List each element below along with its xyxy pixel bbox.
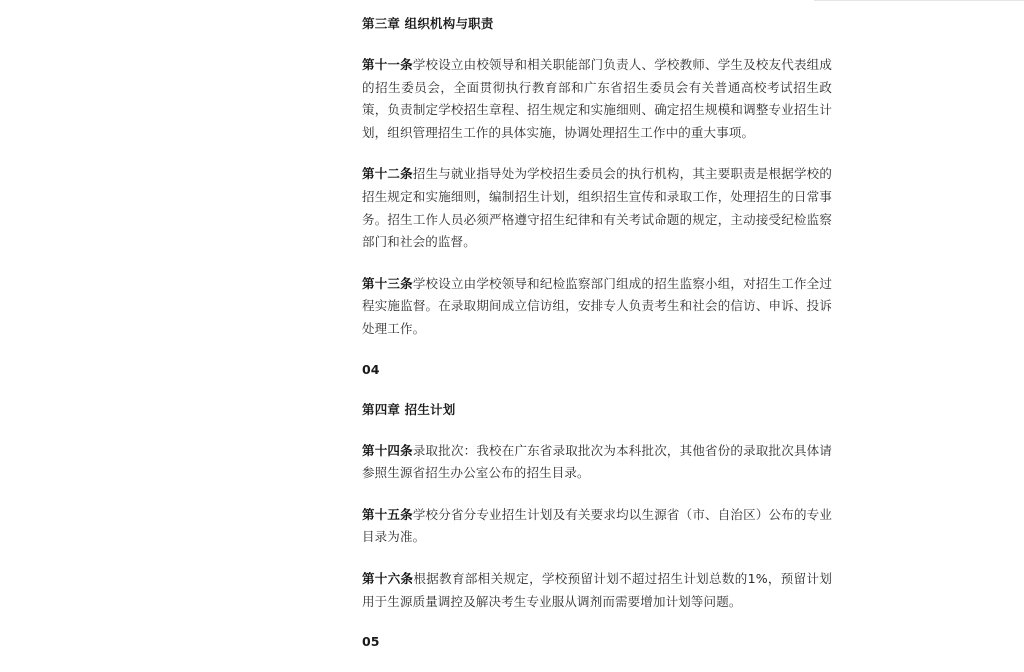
section-number-05: 05 — [362, 634, 380, 650]
article-15-text: 学校分省分专业招生计划及有关要求均以生源省（市、自治区）公布的专业目录为准。 — [362, 506, 833, 545]
article-16-text: 根据教育部相关规定，学校预留计划不超过招生计划总数的1%，预留计划用于生源质量调控及解决考生专业服从调剂而需要增加计划等问题。 — [362, 570, 832, 609]
article-12-label: 第十二条 — [362, 166, 413, 182]
article-13 — [362, 273, 832, 341]
article-12-text: 招生与就业指导处为学校招生委员会的执行机构，其主要职责是根据学校的招生规定和实施细则，编制招生计划，组织招生宣传和录取工作，处理招生的日常事务。招生工作人员必须严格遵守招生纪律和有关考试命题的规定，主动接受纪检监察部门和社会的监督。 — [362, 166, 833, 250]
article-11-text: 学校设立由校领导和相关职能部门负责人、学校教师、学生及校友代表组成的招生委员会，全面贯彻执行教育部和广东省招生委员会有关普通高校考试招生政策，负责制定学校招生章程、招生规定和实施细则、确定招生规模和调整专业招生计划，组织管理招生工作的具体实施，协调处理招生工作中的重大事项。 — [362, 57, 833, 140]
article-14-label: 第十四条 — [362, 442, 413, 458]
article-11 — [362, 54, 832, 144]
chapter-4-heading: 第四章 招生计划 — [362, 401, 456, 417]
article-13-text: 学校设立由学校领导和纪检监察部门组成的招生监察小组，对招生工作全过程实施监督。在录取期间成立信访组，安排专人负责考生和社会的信访、申诉、投诉处理工作。 — [362, 275, 833, 336]
article-15-label: 第十五条 — [362, 506, 413, 522]
article-11-label: 第十一条 — [362, 57, 413, 72]
top-divider — [814, 0, 1024, 1]
chapter-3-heading: 第三章 组织机构与职责 — [362, 16, 494, 31]
article-16 — [362, 568, 832, 613]
article-body — [362, 14, 832, 672]
article-16-label: 第十六条 — [362, 570, 414, 586]
article-12 — [362, 163, 832, 253]
article-14-text: 录取批次：我校在广东省录取批次为本科批次，其他省份的录取批次具体请参照生源省招生办公室公布的招生目录。 — [362, 442, 833, 481]
section-number-04: 04 — [362, 361, 380, 377]
article-15 — [362, 504, 832, 549]
article-13-label: 第十三条 — [362, 275, 413, 291]
article-14 — [362, 440, 832, 485]
